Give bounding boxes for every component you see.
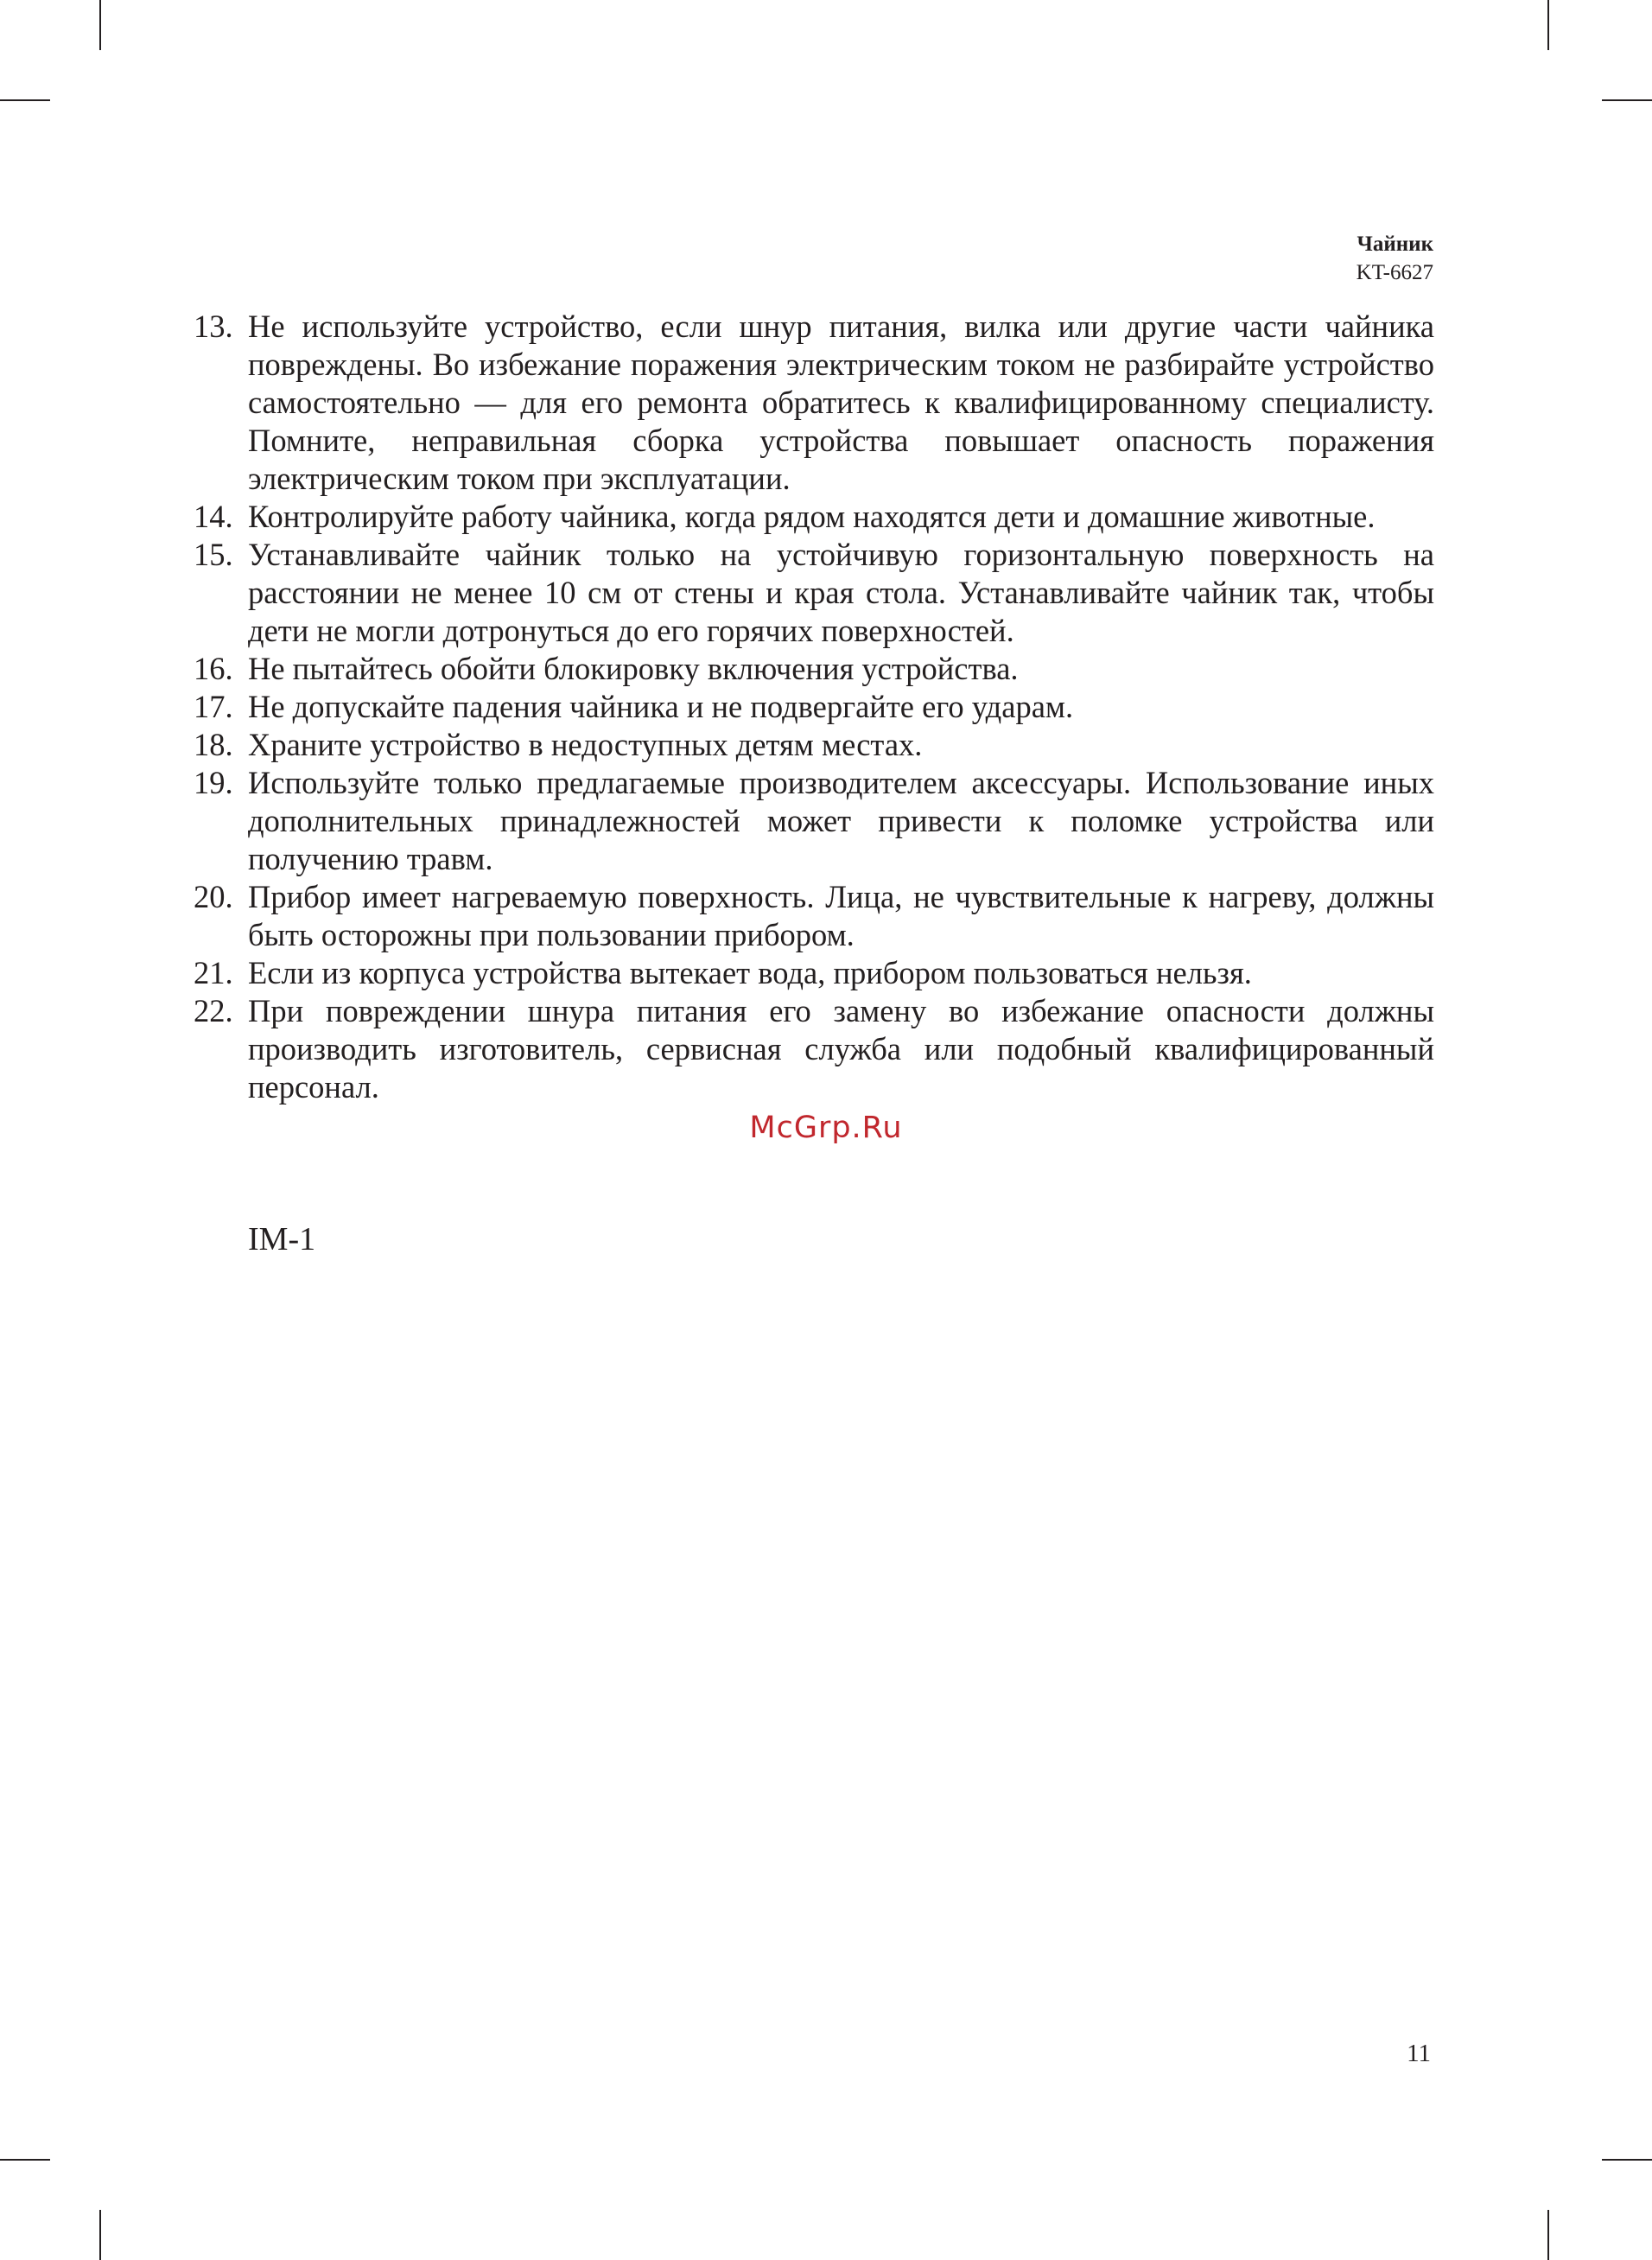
rule-item (194, 764, 1434, 878)
rule-text: При повреждении шнура питания его замену во избежание опасности должны производить изготовитель, сервисная служба или подобный квалифицированный персонал. (248, 993, 1434, 1105)
rule-text: Используйте только предлагаемые производителем аксессуары. Использование иных дополнительных принадлежностей может привести к поломке устройства или получению травм. (248, 765, 1434, 876)
crop-mark-bottom-right-horizontal (1602, 2159, 1652, 2161)
rule-text: Храните устройство в недоступных детям местах. (248, 727, 923, 762)
rule-item (194, 878, 1434, 954)
rule-text: Если из корпуса устройства вытекает вода, прибором пользоваться нельзя. (248, 955, 1252, 990)
rule-item (194, 992, 1434, 1106)
crop-mark-top-left (99, 0, 101, 50)
crop-mark-bottom-left (99, 2210, 101, 2260)
safety-rules-list (194, 308, 1434, 1106)
rule-number: 13. (194, 309, 233, 344)
rule-item (194, 688, 1434, 726)
rule-item (194, 650, 1434, 688)
rule-text: Не пытайтесь обойти блокировку включения устройства. (248, 651, 1019, 686)
page-header (1357, 230, 1433, 287)
page-number: 11 (1407, 2040, 1431, 2067)
rule-number: 18. (194, 727, 233, 762)
rule-text: Прибор имеет нагреваемую поверхность. Лица, не чувствительные к нагреву, должны быть осторожны при пользовании прибором. (248, 879, 1434, 952)
rule-number: 22. (194, 993, 233, 1028)
rule-number: 19. (194, 765, 233, 800)
crop-mark-bottom-right (1547, 2210, 1549, 2260)
product-model: KT-6627 (1356, 261, 1433, 284)
rule-text: Устанавливайте чайник только на устойчивую горизонтальную поверхность на расстоянии не менее 10 см от стены и края стола. Устанавливайте чайник так, чтобы дети не могли дотронуться до его горячих поверхностей. (248, 537, 1434, 648)
instruction-manual-code: IM-1 (248, 1221, 316, 1257)
crop-mark-top-left-horizontal (0, 99, 50, 101)
rule-text: Не допускайте падения чайника и не подвергайте его ударам. (248, 689, 1074, 724)
rule-item (194, 498, 1434, 536)
rule-number: 14. (194, 499, 233, 534)
rule-item (194, 308, 1434, 498)
rule-number: 17. (194, 689, 233, 724)
rule-number: 16. (194, 651, 233, 686)
rule-item (194, 536, 1434, 650)
rule-text: Не используйте устройство, если шнур питания, вилка или другие части чайника повреждены. Во избежание поражения электрическим током не разбирайте устройство самостоятельно — для его ремонта обратитесь к квалифицированному специалисту. Помните, неправильная сборка устройства повышает опасность поражения электрическим током при эксплуатации. (248, 309, 1434, 496)
rule-number: 15. (194, 537, 233, 572)
rule-number: 20. (194, 879, 233, 914)
watermark: McGrp.Ru (749, 1111, 903, 1145)
rule-text: Контролируйте работу чайника, когда рядом находятся дети и домашние животные. (248, 499, 1376, 534)
rule-item (194, 726, 1434, 764)
crop-mark-top-right-horizontal (1602, 99, 1652, 101)
rule-item (194, 954, 1434, 992)
rule-number: 21. (194, 955, 233, 990)
crop-mark-bottom-left-horizontal (0, 2159, 50, 2161)
crop-mark-top-right (1547, 0, 1549, 50)
product-title: Чайник (1357, 232, 1433, 256)
